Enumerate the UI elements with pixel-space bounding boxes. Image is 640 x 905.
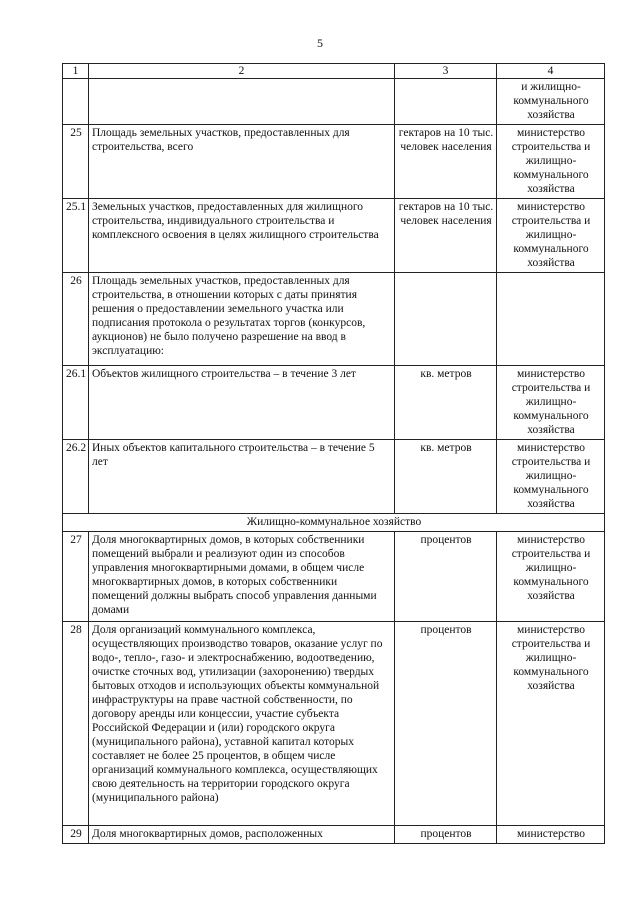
header-cell: 2 [89,64,395,79]
indicator-name: Доля многоквартирных домов, в которых собственники помещений выбрали и реализуют один из способов управления многоквартирными домами, в общем числе многоквартирных домов, в которых собственники помещений должны выбрать способ управления данными домами [89,532,395,622]
row-number [63,79,89,125]
unit-of-measure: процентов [395,532,497,622]
indicators-table [62,63,605,844]
responsible-body: министерство строительства и жилищно-коммунального хозяйства [497,532,605,622]
responsible-body: министерство [497,826,605,844]
responsible-body: министерство строительства и жилищно-коммунального хозяйства [497,199,605,273]
unit-of-measure [395,273,497,366]
row-number: 28 [63,622,89,826]
table-row [63,622,605,826]
unit-of-measure: кв. метров [395,366,497,440]
indicator-name: Доля организаций коммунального комплекса, осуществляющих производство товаров, оказание услуг по водо-, тепло-, газо- и электроснабжению, водоотведению, очистке сточных вод, утилизации (захоронению) твердых бытовых отходов и использующих объекты коммунальной инфраструктуры на праве частной собственности, по договору аренды или концессии, участие субъекта Российской Федерации и (или) городского округа (муниципального района), уставной капитал которых составляет не более 25 процентов, в общем числе организаций коммунального комплекса, осуществляющих свою деятельность на территории городского округа (муниципального района) [89,622,395,826]
indicator-name: Доля многоквартирных домов, расположенных [89,826,395,844]
row-number: 27 [63,532,89,622]
row-number: 26.2 [63,440,89,514]
indicator-name: Иных объектов капитального строительства – в течение 5 лет [89,440,395,514]
indicator-name: Объектов жилищного строительства – в течение 3 лет [89,366,395,440]
unit-of-measure: процентов [395,826,497,844]
unit-of-measure: кв. метров [395,440,497,514]
row-number: 25.1 [63,199,89,273]
table-row [63,440,605,514]
page-number: 5 [317,36,323,50]
header-cell: 3 [395,64,497,79]
table-row [63,366,605,440]
section-title: Жилищно-коммунальное хозяйство [63,514,605,532]
header-cell: 1 [63,64,89,79]
section-heading-row [63,514,605,532]
table-header-row [63,64,605,79]
row-number: 29 [63,826,89,844]
table-row [63,532,605,622]
responsible-body: министерство строительства и жилищно-коммунального хозяйства [497,125,605,199]
table-row [63,273,605,366]
responsible-body: министерство строительства и жилищно-коммунального хозяйства [497,366,605,440]
table-row [63,199,605,273]
unit-of-measure: процентов [395,622,497,826]
indicator-name: Земельных участков, предоставленных для жилищного строительства, индивидуального строительства и комплексного освоения в целях жилищного строительства [89,199,395,273]
header-cell: 4 [497,64,605,79]
row-number: 26 [63,273,89,366]
row-number: 26.1 [63,366,89,440]
indicator-name: Площадь земельных участков, предоставленных для строительства, в отношении которых с даты принятия решения о предоставлении земельного участка или подписания протокола о результатах торгов (конкурсов, аукционов) не было получено разрешение на ввод в эксплуатацию: [89,273,395,366]
responsible-body: и жилищно-коммунального хозяйства [497,79,605,125]
responsible-body: министерство строительства и жилищно-коммунального хозяйства [497,622,605,826]
table-row [63,826,605,844]
indicator-name: Площадь земельных участков, предоставленных для строительства, всего [89,125,395,199]
row-number: 25 [63,125,89,199]
table-row [63,79,605,125]
unit-of-measure [395,79,497,125]
unit-of-measure: гектаров на 10 тыс. человек населения [395,125,497,199]
responsible-body [497,273,605,366]
indicator-name [89,79,395,125]
responsible-body: министерство строительства и жилищно-коммунального хозяйства [497,440,605,514]
unit-of-measure: гектаров на 10 тыс. человек населения [395,199,497,273]
table-row [63,125,605,199]
